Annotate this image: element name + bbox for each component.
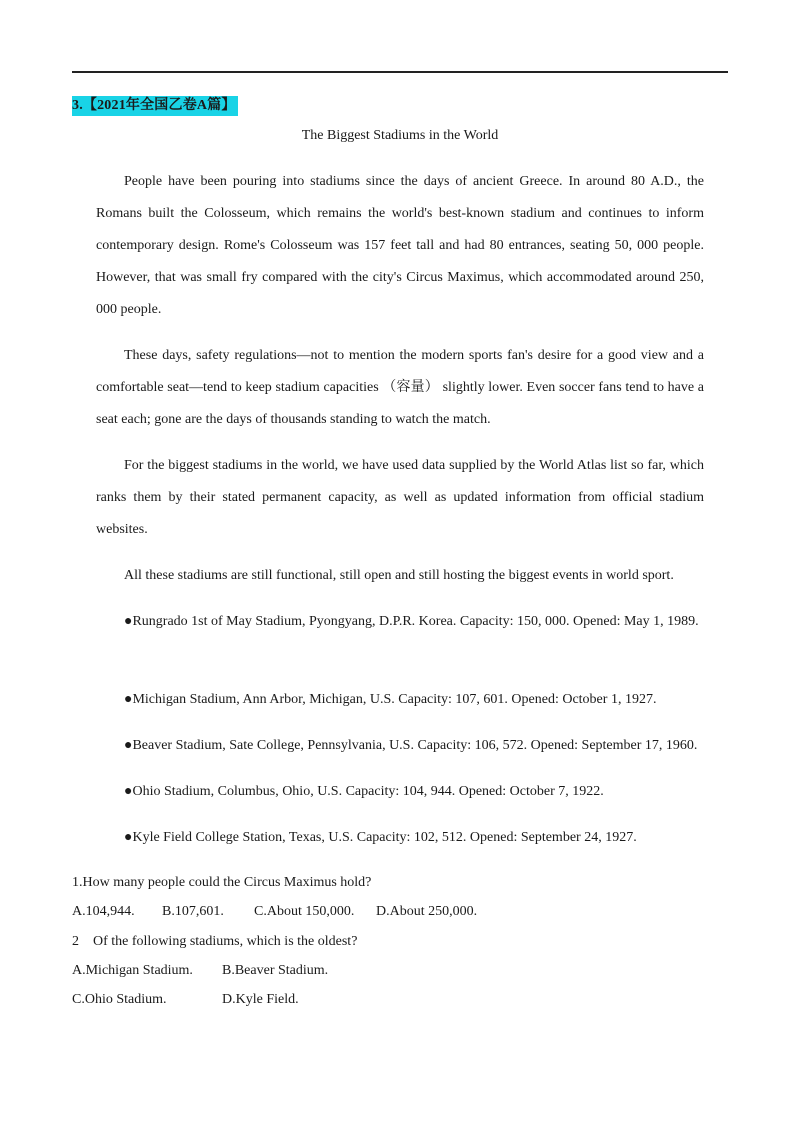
stadium-item-5: ●Kyle Field College Station, Texas, U.S. Capacity: 102, 512. Opened: September 24, 1927. [124, 830, 637, 845]
paragraph-3: For the biggest stadiums in the world, we have used data supplied by the World Atlas list so far, which ranks them by their stated permanent capacity, as well as updated information from official stadium websites. [96, 458, 704, 537]
question-2-options-row-1 [72, 961, 328, 981]
q1-option-c[interactable]: C.About 150,000. [254, 904, 355, 919]
paragraph-4: All these stadiums are still functional, still open and still hosting the biggest events in world sport. [124, 568, 674, 583]
stadium-item-1: ●Rungrado 1st of May Stadium, Pyongyang, D.P.R. Korea. Capacity: 150, 000. Opened: May 1, 1989. [124, 614, 699, 629]
q1-option-b[interactable]: B.107,601. [162, 904, 224, 919]
q2-option-c[interactable]: C.Ohio Stadium. [72, 992, 167, 1007]
paragraph-1: People have been pouring into stadiums since the days of ancient Greece. In around 80 A.D., the Romans built the Colosseum, which remains the world's best-known stadium and continues to inform contemporary design. Rome's Colosseum was 157 feet tall and had 80 entrances, seating 50, 000 people. However, that was small fry compared with the city's Circus Maximus, which accommodated around 250, 000 people. [96, 174, 704, 317]
q1-option-a[interactable]: A.104,944. [72, 904, 135, 919]
question-header-highlight: 3.【2021年全国乙卷A篇】 [72, 96, 238, 116]
paragraph-2: These days, safety regulations—not to mention the modern sports fan's desire for a good view and a comfortable seat—tend to keep stadium capacities （容量） slightly lower. Even soccer fans tend to have a seat each; gone are the days of thousands standing to watch the match. [96, 348, 704, 427]
q2-option-b[interactable]: B.Beaver Stadium. [222, 963, 329, 978]
stadium-item-4: ●Ohio Stadium, Columbus, Ohio, U.S. Capacity: 104, 944. Opened: October 7, 1922. [124, 784, 604, 799]
question-2-options-row-2 [72, 990, 299, 1010]
stadium-item-2: ●Michigan Stadium, Ann Arbor, Michigan, U.S. Capacity: 107, 601. Opened: October 1, 1927. [124, 692, 657, 707]
q2-option-d[interactable]: D.Kyle Field. [222, 992, 299, 1007]
q1-option-d[interactable]: D.About 250,000. [376, 904, 478, 919]
question-2-stem: 2 Of the following stadiums, which is the oldest? [72, 934, 358, 949]
q2-option-a[interactable]: A.Michigan Stadium. [72, 963, 193, 978]
question-1-options [72, 902, 477, 922]
stadium-item-3: ●Beaver Stadium, Sate College, Pennsylvania, U.S. Capacity: 106, 572. Opened: September 17, 1960. [124, 738, 698, 753]
question-1-stem: 1.How many people could the Circus Maximus hold? [72, 875, 372, 890]
article-title: The Biggest Stadiums in the World [301, 128, 499, 143]
top-rule [72, 71, 728, 73]
